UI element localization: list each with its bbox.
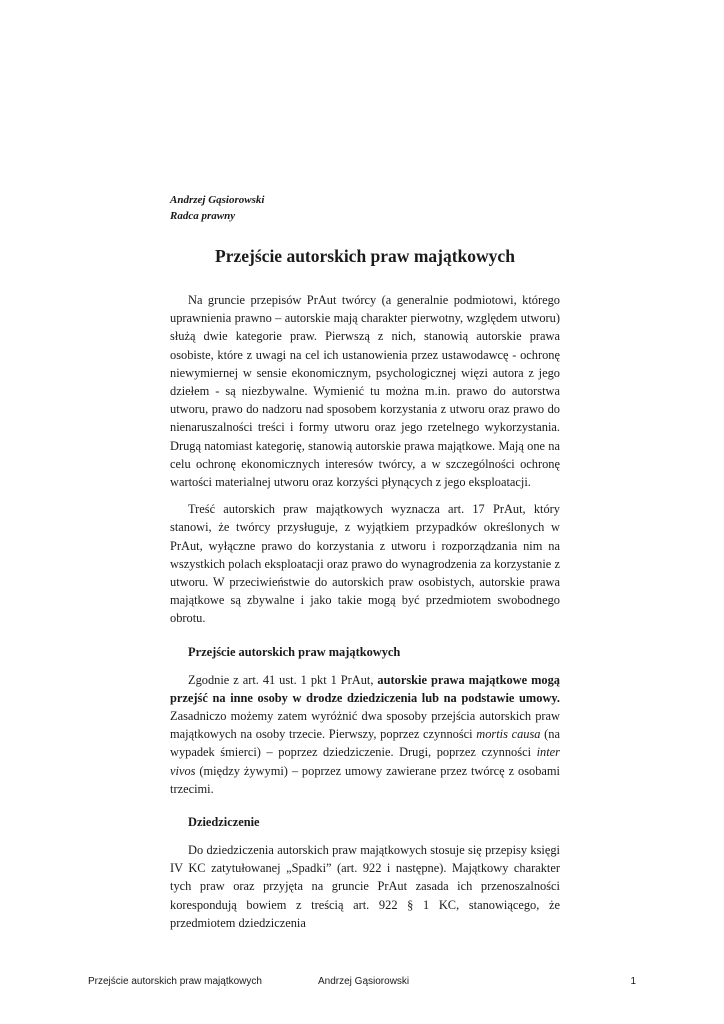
paragraph-content-of-rights: Treść autorskich praw majątkowych wyznacza art. 17 PrAut, który stanowi, że twórcy przysługuje, z wyjątkiem przypadków określonych w PrAut, wyłączne prawo do korzystania z utworu i rozporządzania nim na wszystkich polach eksploatacji oraz prawo do wynagrodzenia za korzystanie z utworu. W przeciwieństwie do autorskich praw osobistych, autorskie prawa majątkowe są zbywalne i jako takie mogą być przedmiotem swobodnego obrotu. (170, 502, 560, 626)
bold-statement: autorskie prawa majątkowe mogą przejść na inne osoby w drodze dziedziczenia lub na podstawie umowy. (170, 672, 560, 705)
text-run: (między żywymi) – poprzez umowy zawierane przez twórcę z osobami trzecimi. (170, 763, 560, 796)
page-number: 1 (630, 976, 636, 987)
paragraph-intro: Na gruncie przepisów PrAut twórcy (a generalnie podmiotowi, którego uprawnienia prawno – autorskie mają charakter pierwotny, względem utworu) służą dwie kategorie praw. Pierwszą z nich, stanowią autorskie prawa osobiste, które z uwagi na cel ich ustanowienia przez ustawodawcę - ochronę niewymiernej w sensie ekonomicznym, psychologicznej więzi autora z jego dziełem - są niezbywalne. Wymienić tu można m.in. prawo do autorstwa utworu, prawo do nadzoru nad sposobem korzystania z utworu oraz prawo do nienaruszalności treści i formy utworu oraz jego rzetelnego wykorzystania. Drugą natomiast kategorię, stanowią autorskie prawa majątkowe. Mają one na celu ochronę ekonomicznych interesów twórcy, a w szczególności ochronę wartości materialnej utworu oraz korzyści płynących z jego eksploatacji. (170, 293, 560, 490)
section-heading-inheritance: Dziedziczenie (188, 815, 260, 830)
footer-author: Andrzej Gąsiorowski (318, 976, 410, 987)
text-run: (na wypadek śmierci) – poprzez dziedziczenie. Drugi, poprzez czynności (170, 727, 560, 760)
paragraph-transfer (170, 671, 560, 798)
paragraph-inheritance: Do dziedziczenia autorskich praw majątkowych stosuje się przepisy księgi IV KC zatytułowanej „Spadki” (art. 922 i następne). Majątkowy charakter tych praw oraz przyjęta na gruncie PrAut zasada ich przenoszalności korespondują bowiem z treścią art. 922 § 1 KC, stanowiącego, że przedmiotem dziedziczenia (170, 843, 560, 930)
author-role: Radca prawny (170, 210, 236, 222)
footer-title: Przejście autorskich praw majątkowych (88, 976, 262, 987)
italic-term-inter-vivos: inter vivos (170, 745, 560, 778)
section-heading-transfer: Przejście autorskich praw majątkowych (188, 644, 401, 659)
text-run: Zgodnie z art. 41 ust. 1 pkt 1 PrAut, (188, 672, 378, 687)
author-name: Andrzej Gąsiorowski (170, 194, 265, 206)
text-run: Zasadniczo możemy zatem wyróżnić dwa sposoby przejścia autorskich praw majątkowych na osoby trzecie. Pierwszy, poprzez czynności (170, 709, 560, 742)
italic-term-mortis-causa: mortis causa (476, 727, 541, 742)
document-title: Przejście autorskich praw majątkowych (215, 246, 515, 266)
page-footer (88, 976, 636, 994)
page-content (170, 192, 560, 932)
